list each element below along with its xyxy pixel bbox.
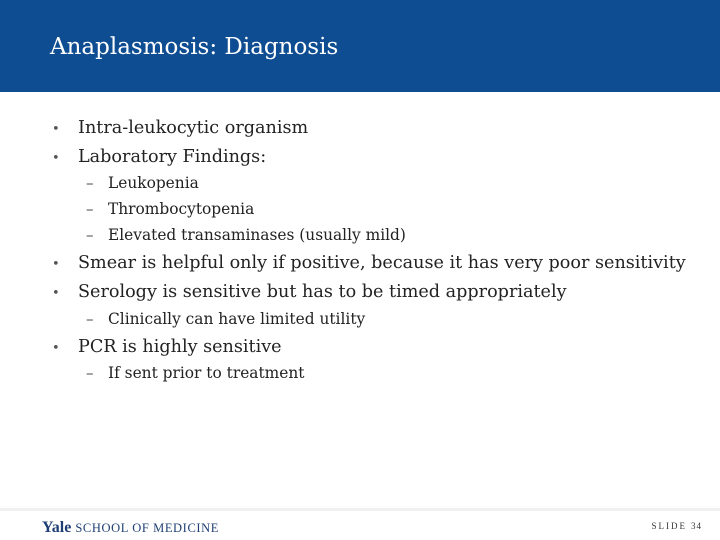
bullet-marker: • — [52, 341, 60, 356]
dash-marker: – — [86, 174, 94, 192]
sub-bullet-text: Elevated transaminases (usually mild) — [108, 226, 406, 244]
bullet-marker: • — [52, 286, 60, 301]
yale-school-of-medicine-logo — [42, 517, 219, 537]
sub-bullet-text: If sent prior to treatment — [108, 364, 305, 382]
sub-bullet-text: Thrombocytopenia — [108, 200, 255, 218]
dash-marker: – — [86, 200, 94, 218]
dash-marker: – — [86, 226, 94, 244]
slide-label: SLIDE — [651, 521, 687, 531]
slide-number — [652, 521, 703, 531]
slide-title: Anaplasmosis: Diagnosis — [50, 34, 339, 60]
bullet-text: Serology is sensitive but has to be timed appropriately — [78, 282, 567, 302]
bullet-text: Laboratory Findings: — [78, 147, 267, 167]
bullet-marker: • — [52, 151, 60, 166]
dash-marker: – — [86, 364, 94, 382]
dash-marker: – — [86, 310, 94, 328]
bullet-marker: • — [52, 257, 60, 272]
sub-bullet-text: Clinically can have limited utility — [108, 310, 366, 328]
logo-school-text: SCHOOL OF MEDICINE — [75, 521, 220, 535]
sub-bullet-text: Leukopenia — [108, 174, 199, 192]
bullet-text: Smear is helpful only if positive, because it has very poor sensitivity — [78, 253, 686, 273]
logo-yale-text: Yale — [42, 519, 72, 536]
bullet-text: Intra-leukocytic organism — [78, 118, 309, 138]
bullet-text: PCR is highly sensitive — [78, 337, 282, 357]
footer-divider — [0, 508, 720, 511]
bullet-marker: • — [52, 122, 60, 137]
slide-number-value: 34 — [691, 521, 702, 531]
